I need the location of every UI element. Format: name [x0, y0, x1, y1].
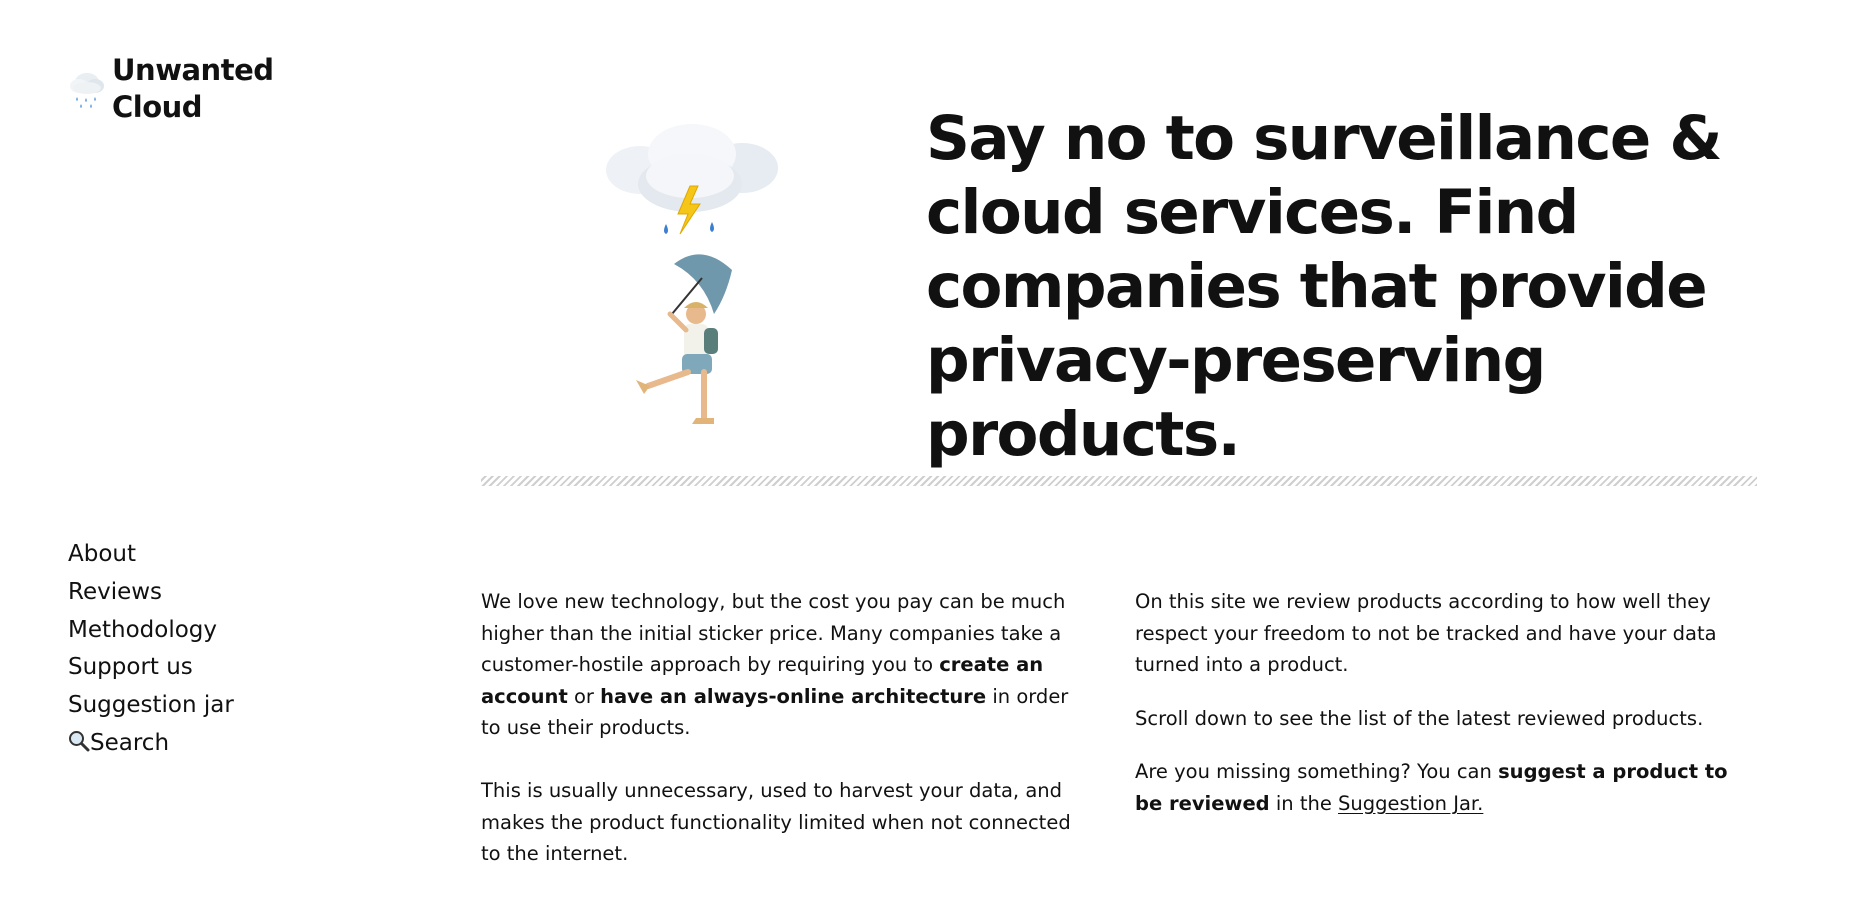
intro-paragraph-1: [481, 586, 1091, 744]
main-nav: [68, 536, 234, 763]
nav-item-reviews[interactable]: Reviews: [68, 578, 163, 605]
nav-item-search-label: Search: [90, 729, 170, 756]
nav-item-methodology[interactable]: Methodology: [68, 616, 218, 643]
intro-paragraph-4: Scroll down to see the list of the latest reviewed products.: [1135, 706, 1704, 730]
intro-paragraph-2: This is usually unnecessary, used to harvest your data, and makes the product functionality limited when not connected to the internet.: [481, 778, 1071, 866]
site-name-line1: Unwanted: [112, 53, 274, 87]
site-logo-link[interactable]: [68, 52, 274, 126]
storm-cloud-illustration: [600, 118, 790, 448]
site-name: [112, 52, 274, 126]
text: in the: [1269, 791, 1339, 815]
text: in order to use their products.: [481, 684, 1069, 740]
text: Are you missing something? You can: [1135, 760, 1499, 784]
hero-headline: Say no to surveillance & cloud services. Find companies that provide privacy-preserving products.: [926, 103, 1721, 470]
emphasis-suggest-product: suggest a product to be reviewed: [1135, 760, 1728, 815]
magnifier-icon: [68, 730, 90, 752]
emphasis-create-account: create an account: [481, 653, 1044, 708]
nav-item-suggestion-jar[interactable]: Suggestion jar: [68, 692, 234, 719]
intro-left-column: [481, 586, 1091, 870]
emphasis-always-online: have an always-online architecture: [600, 684, 987, 708]
suggestion-jar-link[interactable]: Suggestion Jar.: [1338, 791, 1484, 815]
cloud-with-rain-icon: [68, 66, 106, 118]
nav-item-search[interactable]: [68, 725, 234, 763]
site-name-line2: Cloud: [112, 90, 203, 124]
intro-paragraph-3: On this site we review products according to how well they respect your freedom to not be tracked and have your data turned into a product.: [1135, 590, 1717, 677]
text: We love new technology, but the cost you pay can be much higher than the initial sticker price. Many companies take a customer-hostile approach by requiring you to: [481, 590, 1066, 677]
nav-item-support-us[interactable]: Support us: [68, 654, 193, 681]
hatched-divider: [481, 476, 1757, 486]
intro-right-column: [1135, 586, 1750, 820]
text: or: [567, 684, 601, 708]
nav-item-about[interactable]: About: [68, 541, 137, 567]
intro-paragraph-5: [1135, 756, 1750, 819]
